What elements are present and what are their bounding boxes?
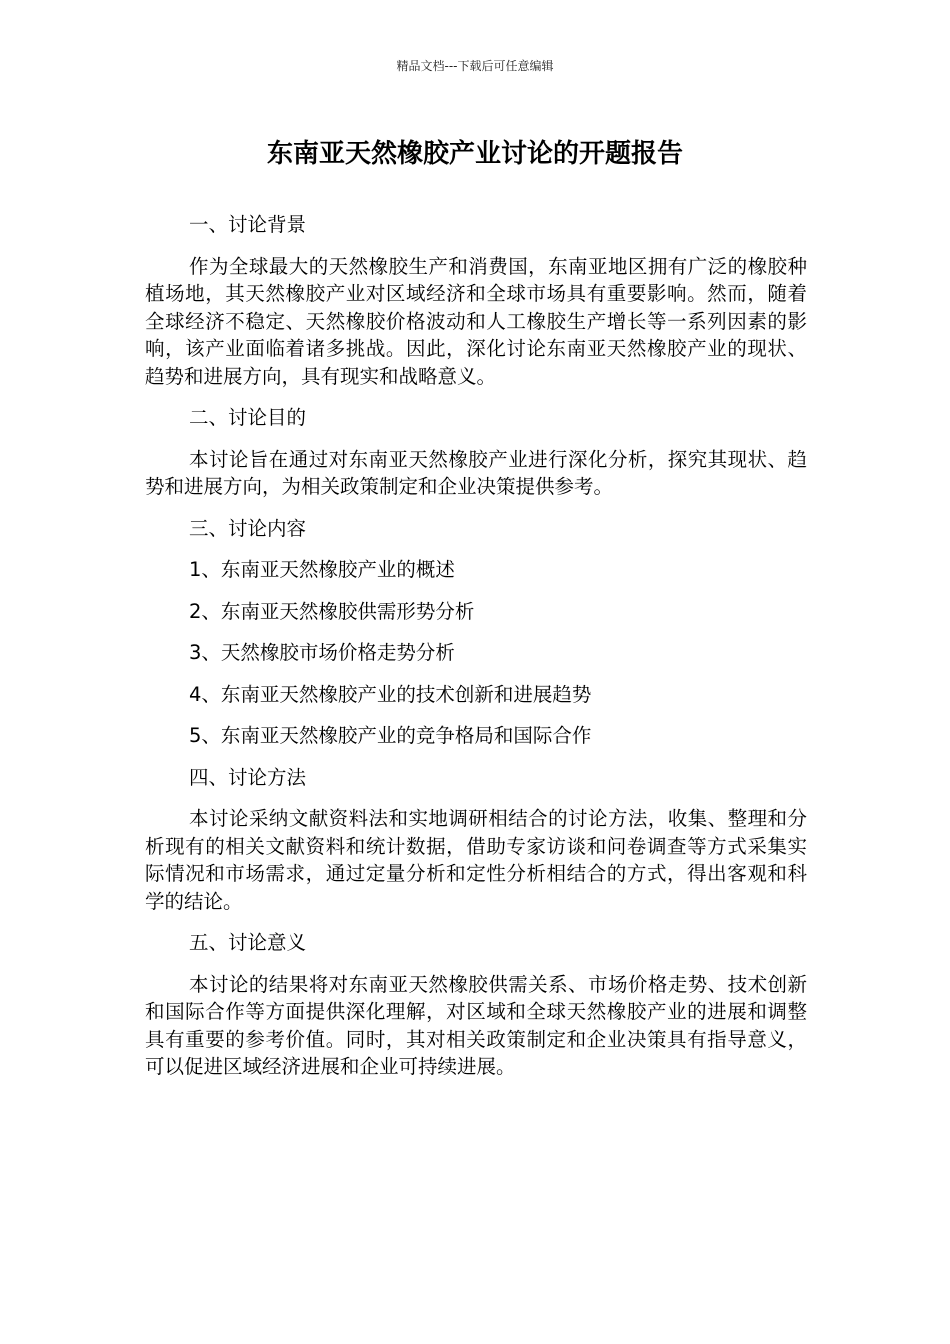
section-heading-purpose: 二、讨论目的: [189, 406, 307, 429]
content-list-item: 4、东南亚天然橡胶产业的技术创新和进展趋势: [189, 682, 592, 706]
header-note: 精品文档---下载后可任意编辑: [396, 59, 554, 73]
document-title: 东南亚天然橡胶产业讨论的开题报告: [266, 139, 683, 169]
content-list-item: 1、东南亚天然橡胶产业的概述: [189, 558, 455, 581]
content-list-item: 5、东南亚天然橡胶产业的竞争格局和国际合作: [189, 724, 592, 747]
section-paragraph-background: 作为全球最大的天然橡胶生产和消费国，东南亚地区拥有广泛的橡胶种植场地，其天然橡胶产业对区域经济和全球市场具有重要影响。然而，随着全球经济不稳定、天然橡胶价格波动和人工橡胶生产增长等一系列因素的影响，该产业面临着诸多挑战。因此，深化讨论东南亚天然橡胶产业的现状、趋势和进展方向，具有现实和战略意义。: [145, 254, 807, 388]
section-heading-method: 四、讨论方法: [189, 765, 307, 789]
section-heading-significance: 五、讨论意义: [189, 931, 307, 954]
section-paragraph-purpose: 本讨论旨在通过对东南亚天然橡胶产业进行深化分析，探究其现状、趋势和进展方向，为相关政策制定和企业决策提供参考。: [145, 447, 807, 498]
content-list-item: 2、东南亚天然橡胶供需形势分析: [189, 599, 475, 623]
section-heading-content: 三、讨论内容: [189, 516, 307, 540]
section-paragraph-significance: 本讨论的结果将对东南亚天然橡胶供需关系、市场价格走势、技术创新和国际合作等方面提供深化理解，对区域和全球天然橡胶产业的进展和调整具有重要的参考价值。同时，其对相关政策制定和企业决策具有指导意义，可以促进区域经济进展和企业可持续进展。: [145, 972, 807, 1078]
document-body: [145, 211, 807, 1095]
section-paragraph-method: 本讨论采纳文献资料法和实地调研相结合的讨论方法，收集、整理和分析现有的相关文献资料和统计数据，借助专家访谈和问卷调查等方式采集实际情况和市场需求，通过定量分析和定性分析相结合的方式，得出客观和科学的结论。: [145, 807, 807, 913]
section-heading-background: 一、讨论背景: [189, 213, 307, 236]
content-list-item: 3、天然橡胶市场价格走势分析: [189, 641, 455, 664]
